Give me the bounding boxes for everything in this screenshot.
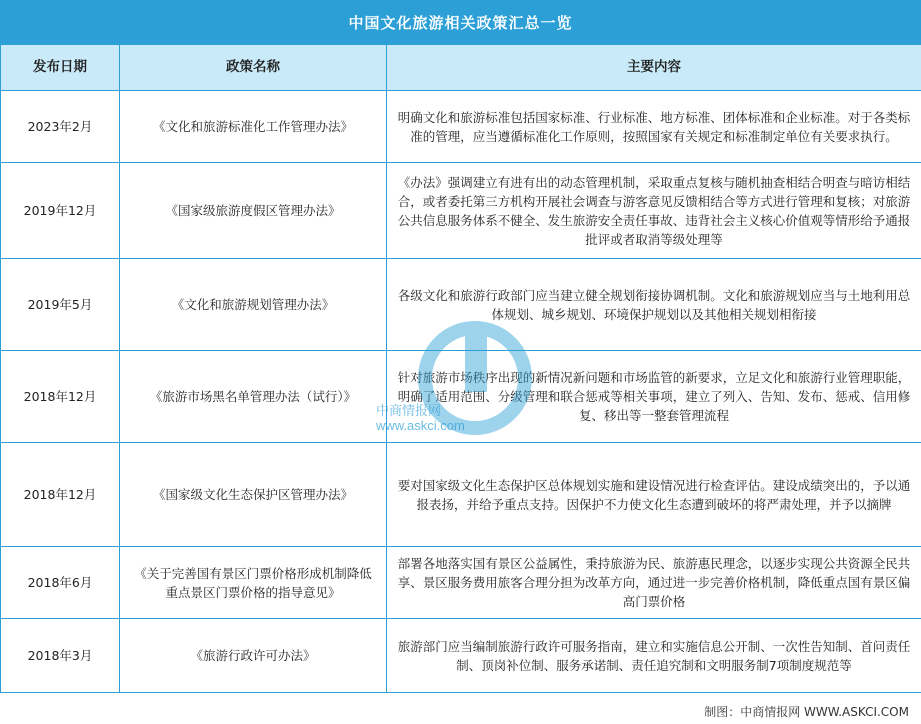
row-date: 2019年5月 bbox=[1, 259, 120, 351]
table-row bbox=[1, 91, 921, 163]
table-row bbox=[1, 443, 921, 547]
row-date: 2018年12月 bbox=[1, 351, 120, 443]
column-header-content: 主要内容 bbox=[387, 45, 921, 91]
row-content: 针对旅游市场秩序出现的新情况新问题和市场监管的新要求，立足文化和旅游行业管理职能，明确了适用范围、分级管理和联合惩戒等相关事项，建立了列入、告知、发布、惩戒、信用修复、移出等一整套管理流程 bbox=[387, 351, 921, 443]
row-policy-name: 《关于完善国有景区门票价格形成机制降低重点景区门票价格的指导意见》 bbox=[120, 547, 387, 619]
page-title: 中国文化旅游相关政策汇总一览 bbox=[0, 0, 921, 44]
column-header-date: 发布日期 bbox=[1, 45, 120, 91]
row-date: 2023年2月 bbox=[1, 91, 120, 163]
table-row bbox=[1, 351, 921, 443]
row-date: 2018年3月 bbox=[1, 619, 120, 693]
row-policy-name: 《国家级旅游度假区管理办法》 bbox=[120, 163, 387, 259]
row-content: 要对国家级文化生态保护区总体规划实施和建设情况进行检查评估。建设成绩突出的，予以通报表扬，并给予重点支持。因保护不力使文化生态遭到破坏的将严肃处理，并予以摘牌 bbox=[387, 443, 921, 547]
row-content: 部署各地落实国有景区公益属性，秉持旅游为民、旅游惠民理念，以逐步实现公共资源全民共享、景区服务费用旅客合理分担为改革方向，通过进一步完善价格机制，降低重点国有景区偏高门票价格 bbox=[387, 547, 921, 619]
row-policy-name: 《旅游市场黑名单管理办法（试行）》 bbox=[120, 351, 387, 443]
row-content: 各级文化和旅游行政部门应当建立健全规划衔接协调机制。文化和旅游规划应当与土地利用总体规划、城乡规划、环境保护规划以及其他相关规划相衔接 bbox=[387, 259, 921, 351]
row-policy-name: 《文化和旅游规划管理办法》 bbox=[120, 259, 387, 351]
table-header-row bbox=[1, 45, 921, 91]
row-content: 旅游部门应当编制旅游行政许可服务指南，建立和实施信息公开制、一次性告知制、首问责任制、顶岗补位制、服务承诺制、责任追究制和文明服务制7项制度规范等 bbox=[387, 619, 921, 693]
row-policy-name: 《国家级文化生态保护区管理办法》 bbox=[120, 443, 387, 547]
table-row bbox=[1, 547, 921, 619]
row-policy-name: 《旅游行政许可办法》 bbox=[120, 619, 387, 693]
source-credit: 制图：中商情报网 WWW.ASKCI.COM bbox=[704, 705, 909, 719]
row-policy-name: 《文化和旅游标准化工作管理办法》 bbox=[120, 91, 387, 163]
table-row bbox=[1, 619, 921, 693]
policy-table bbox=[0, 44, 921, 693]
watermark-url-text: www.askci.com bbox=[376, 418, 465, 433]
table-row bbox=[1, 259, 921, 351]
table-row bbox=[1, 163, 921, 259]
row-date: 2018年12月 bbox=[1, 443, 120, 547]
row-date: 2019年12月 bbox=[1, 163, 120, 259]
watermark-brand-text: 中商情报网 bbox=[376, 403, 442, 418]
row-content: 《办法》强调建立有进有出的动态管理机制，采取重点复核与随机抽查相结合明查与暗访相结合，或者委托第三方机构开展社会调查与游客意见反馈相结合等方式进行管理和复核；对旅游公共信息服务体系不健全、发生旅游安全责任事故、违背社会主义核心价值观等情形给予通报批评或者取消等级处理等 bbox=[387, 163, 921, 259]
row-content: 明确文化和旅游标准包括国家标准、行业标准、地方标准、团体标准和企业标准。对于各类标准的管理，应当遵循标准化工作原则，按照国家有关规定和标准制定单位有关要求执行。 bbox=[387, 91, 921, 163]
column-header-name: 政策名称 bbox=[120, 45, 387, 91]
row-date: 2018年6月 bbox=[1, 547, 120, 619]
